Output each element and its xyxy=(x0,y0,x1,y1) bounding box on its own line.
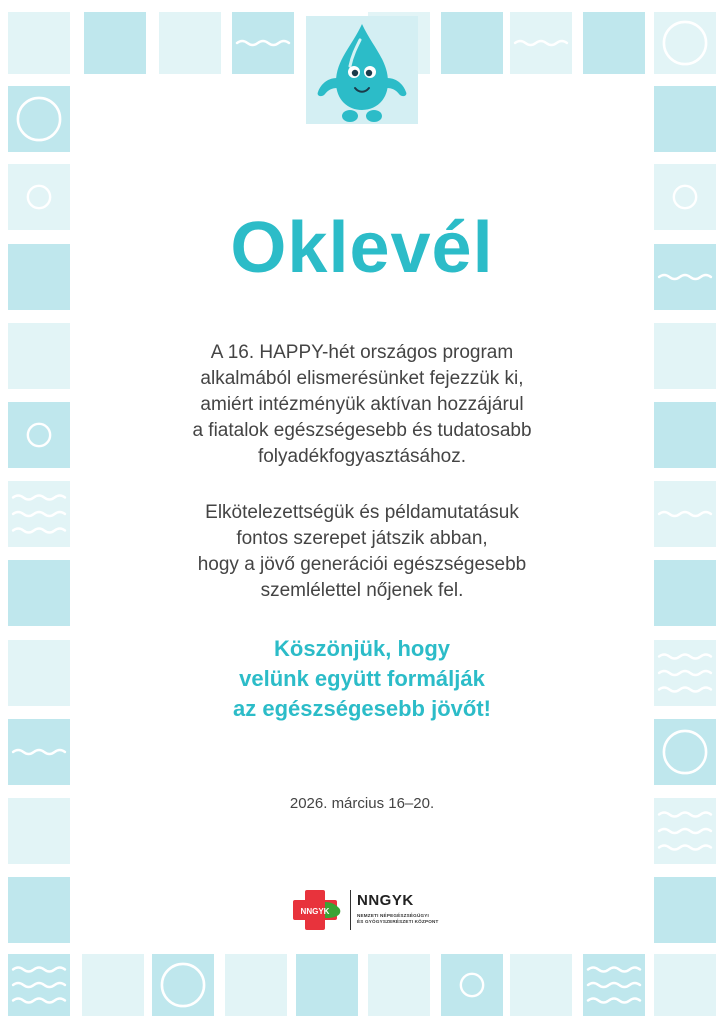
paragraph-line: amiért intézményük aktívan hozzájárul xyxy=(200,394,524,415)
border-tile xyxy=(583,12,645,74)
border-tile xyxy=(82,954,144,1016)
border-tile xyxy=(654,719,716,785)
paragraph-line: hogy a jövő generációi egészségesebb xyxy=(197,554,527,575)
border-tile xyxy=(654,86,716,152)
thanks-line: velünk együtt formálják xyxy=(239,666,485,691)
cross-badge-icon xyxy=(291,888,343,932)
border-tile xyxy=(296,954,358,1016)
thanks-line: Köszönjük, hogy xyxy=(274,636,450,661)
border-tile xyxy=(654,954,716,1016)
border-tile xyxy=(8,12,70,74)
paragraph-line: folyadékfogyasztásához. xyxy=(257,446,467,467)
border-tile xyxy=(8,719,70,785)
logo-name: NNGYK xyxy=(357,892,414,909)
border-tile xyxy=(232,12,294,74)
paragraph-line: szemlélettel nőjenek fel. xyxy=(260,580,464,601)
border-tile xyxy=(368,954,430,1016)
paragraph-line: fontos szerepet játszik abban, xyxy=(236,528,488,549)
border-tile xyxy=(441,12,503,74)
water-drop-mascot-icon xyxy=(306,16,418,124)
paragraph-line: Elkötelezettségük és példamutatásuk xyxy=(205,502,519,523)
border-tile xyxy=(84,12,146,74)
commitment-paragraph xyxy=(0,500,724,604)
border-tile xyxy=(510,954,572,1016)
paragraph-line: alkalmából elismerésünket fejezzük ki, xyxy=(200,368,524,389)
event-date: 2026. március 16–20. xyxy=(289,795,435,812)
border-tile xyxy=(441,954,503,1016)
thank-you-message xyxy=(0,634,724,724)
border-tile xyxy=(583,954,645,1016)
border-tile xyxy=(159,12,221,74)
badge-text: NNGYK xyxy=(300,907,330,916)
certificate-title: Oklevél xyxy=(230,208,494,288)
thanks-line: az egészségesebb jövőt! xyxy=(233,696,491,721)
nngyk-logo xyxy=(291,886,451,936)
border-tile xyxy=(8,877,70,943)
border-tile xyxy=(654,12,716,74)
border-tile xyxy=(152,954,214,1016)
logo-subtitle-line: NEMZETI NÉPEGÉSZSÉGÜGYI xyxy=(357,913,429,918)
logo-divider xyxy=(350,890,351,930)
border-tile xyxy=(654,877,716,943)
paragraph-line: A 16. HAPPY-hét országos program xyxy=(210,342,514,363)
recognition-paragraph xyxy=(0,340,724,470)
border-tile xyxy=(8,86,70,152)
paragraph-line: a fiatalok egészségesebb és tudatosabb xyxy=(192,420,532,441)
border-tile xyxy=(8,954,70,1016)
border-tile xyxy=(510,12,572,74)
logo-subtitle-line: ÉS GYÓGYSZERÉSZETI KÖZPONT xyxy=(357,919,439,924)
border-tile xyxy=(225,954,287,1016)
